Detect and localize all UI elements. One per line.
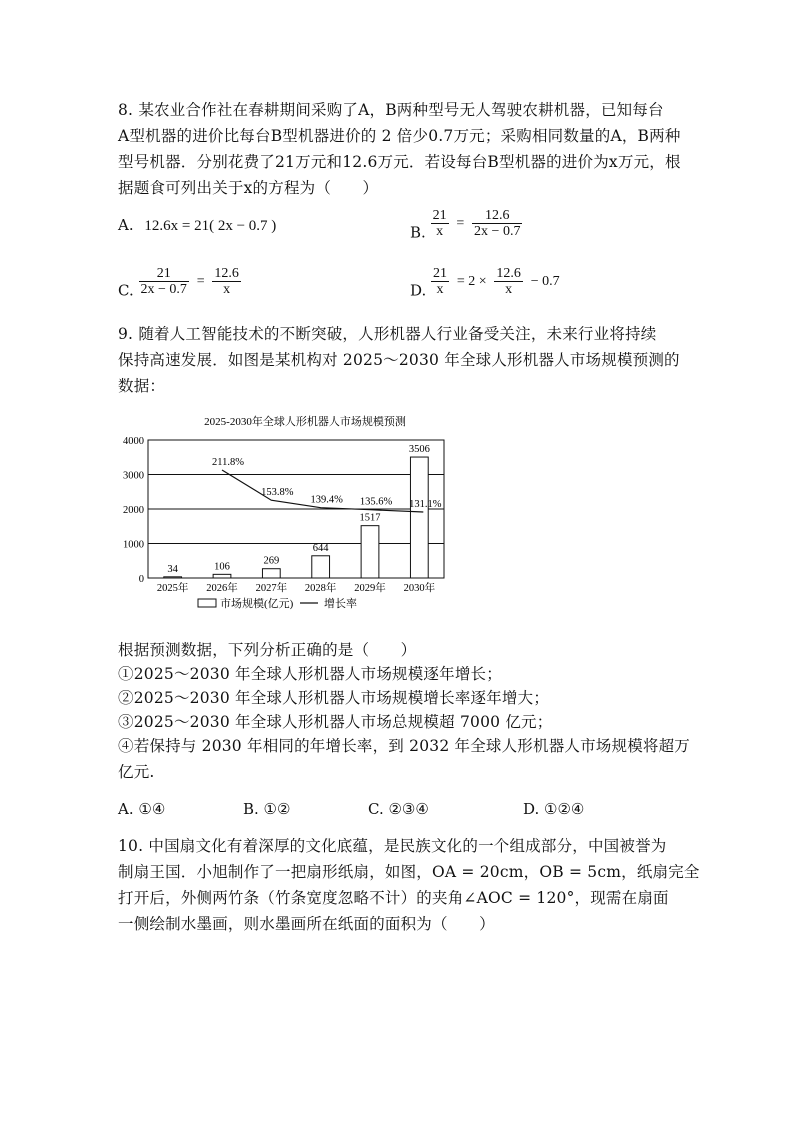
q8-option-d [410,266,563,300]
bar-value-label: 269 [263,555,280,567]
fraction-denominator: x [212,281,241,297]
equals-times: = 2 × [456,273,487,289]
q8-option-c-right-fraction [212,266,241,297]
x-tick-label: 2030年 [403,583,436,594]
bar-2028年 [312,556,330,578]
q10-line-4: 一侧绘制水墨画，则水墨画所在纸面的面积为（ ） [118,915,495,933]
bar-value-label: 106 [214,561,230,573]
q8-option-d-right-fraction [494,266,523,297]
growth-rate-line [222,470,423,512]
q9-statement-4-cont: 亿元. [118,763,155,781]
growth-rate-label: 135.6% [359,496,393,508]
q8-option-b-label: B. [410,223,426,242]
legend-bar-swatch [198,599,216,607]
q9-line-2: 保持高速发展．如图是某机构对 2025～2030 年全球人形机器人市场规模预测的 [118,351,680,369]
q9-statement-2: ②2025～2030 年全球人形机器人市场规模增长率逐年增大； [118,689,550,707]
q9-option-b: B. ①② [243,800,291,818]
chart-title: 2025-2030年全球人形机器人市场规模预测 [204,416,406,428]
q8-option-b-left-fraction [431,208,449,239]
q8-line-4: 据题食可列出关于x的方程为（ ） [118,179,379,197]
q8-option-c-left-fraction [139,266,189,297]
q9-option-d: D. ①②④ [523,800,585,818]
q9-statement-3: ③2025～2030 年全球人形机器人市场总规模超 7000 亿元； [118,713,553,731]
fraction-numerator: 21 [156,266,171,281]
bar-value-label: 34 [167,563,178,575]
q8-option-b [410,208,522,242]
y-tick-label: 0 [138,574,144,585]
x-tick-label: 2027年 [255,583,288,594]
q8-line-3: 型号机器．分别花费了21万元和12.6万元．若设每台B型机器的进价为x万元，根 [118,153,681,171]
minus-constant: − 0.7 [530,273,560,289]
growth-rate-label: 153.8% [261,487,294,499]
fraction-denominator: x [431,223,449,239]
q8-option-a-label: A. [118,216,134,234]
q9-statement-1: ①2025～2030 年全球人形机器人市场规模逐年增长； [118,665,502,683]
y-tick-label: 4000 [123,436,144,447]
bar-2025年 [164,577,182,578]
q9-option-c: C. ②③④ [368,800,429,818]
fraction-numerator: 12.6 [485,208,510,223]
growth-rate-label: 211.8% [212,457,244,468]
q8-option-a-expr: 12.6x = 21( 2x − 0.7 ) [144,218,277,234]
q10-line-3: 打开后，外侧两竹条（竹条宽度忽略不计）的夹角∠AOC = 120°，现需在扇面 [118,889,669,907]
bar-2030年 [410,457,428,578]
fraction-numerator: 12.6 [214,266,239,281]
legend-bar-label: 市场规模(亿元) [220,598,294,610]
q9-statement-4: ④若保持与 2030 年相同的年增长率，到 2032 年全球人形机器人市场规模将超万 [118,737,691,755]
y-tick-label: 2000 [123,505,144,516]
bar-2027年 [262,569,280,578]
bar-2026年 [213,574,231,578]
bar-value-label: 3506 [408,444,430,456]
q8-option-d-left-fraction [431,266,449,297]
q9-line-1: 9. 随着人工智能技术的不断突破，人形机器人行业备受关注，未来行业将持续 [118,325,657,343]
fraction-denominator: x [431,281,449,297]
fraction-numerator: 12.6 [496,266,521,281]
q10-line-1: 10. 中国扇文化有着深厚的文化底蕴，是民族文化的一个组成部分，中国被誉为 [118,837,667,855]
fraction-denominator: 2x − 0.7 [474,224,521,239]
q8-option-c-label: C. [118,281,134,300]
legend-line-label: 增长率 [324,598,357,610]
y-tick-label: 3000 [123,470,144,482]
equals-sign: = [456,215,465,231]
market-size-chart [112,410,452,620]
fraction-denominator: x [494,281,523,297]
growth-rate-label: 131.1% [409,499,442,510]
bar-value-label: 644 [312,542,329,554]
q9-option-a: A. ①④ [118,800,166,818]
q8-line-2: A型机器的进价比每台B型机器进价的 2 倍少0.7万元；采购相同数量的A，B两种 [118,127,681,145]
fraction-denominator: 2x − 0.7 [140,282,187,297]
y-tick-label: 1000 [123,539,144,551]
x-tick-label: 2026年 [206,583,238,594]
q9-line-3: 数据： [118,377,166,395]
q8-option-a [118,216,276,235]
q9-question: 根据预测数据，下列分析正确的是（ ） [118,641,417,659]
growth-rate-label: 139.4% [310,494,343,506]
q8-option-d-label: D. [410,281,427,300]
q8-option-b-right-fraction [472,208,522,239]
fraction-numerator: 21 [433,266,448,281]
bar-value-label: 1517 [359,512,381,524]
x-tick-label: 2029年 [354,583,386,594]
equals-sign: = [196,273,205,289]
q10-line-2: 制扇王国．小旭制作了一把扇形纸扇，如图，OA = 20cm，OB = 5cm，纸扇完全 [118,863,700,881]
fraction-numerator: 21 [432,208,447,223]
x-tick-label: 2025年 [156,583,189,594]
bar-2029年 [361,526,379,578]
q8-line-1: 8. 某农业合作社在春耕期间采购了A，B两种型号无人驾驶农耕机器，已知每台 [118,101,664,119]
q8-option-c [118,266,241,300]
x-tick-label: 2028年 [304,583,337,594]
